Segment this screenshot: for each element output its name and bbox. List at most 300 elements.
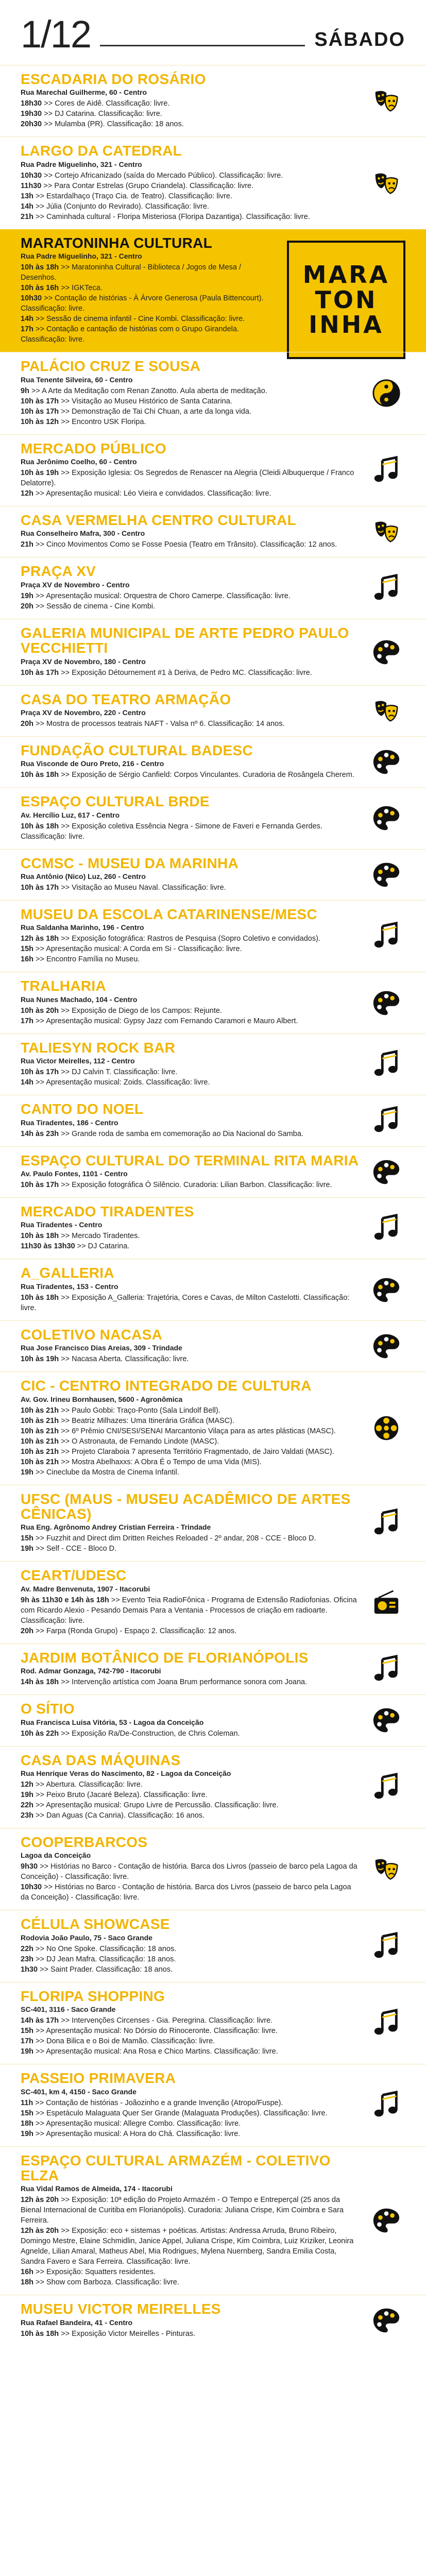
event-time: 12h às 18h [21, 935, 59, 943]
event-description: >> IGKTeca. [61, 284, 103, 293]
event-time: 12h [21, 489, 33, 498]
event-description: >> Histórias no Barco - Contação de história. Barca dos Livros (passeio de barco pela Lagoa da Conceição) - Classificação: livre. [21, 1883, 351, 1902]
palette-icon [371, 747, 401, 777]
event-item [21, 171, 359, 181]
event-item [21, 212, 359, 222]
event-description: >> Apresentação musical: Orquestra de Choro Camerpe. Classificação: livre. [36, 591, 291, 600]
venue-address: Rod. Admar Gonzaga, 742-790 - Itacorubi [21, 1667, 161, 1675]
venue-address: Rua Tiradentes, 186 - Centro [21, 1118, 118, 1127]
event-item [21, 417, 359, 427]
event-description: >> Mostra Abelhaxxs: A Obra É o Tempo de uma Vida (MIS). [61, 1458, 262, 1466]
venue-address: Av. Madre Benvenuta, 1907 - Itacorubi [21, 1584, 150, 1593]
event-description: >> Projeto Claraboia 7 apresenta Território Fragmentado, de Jairo Valdati (MASC). [61, 1447, 334, 1456]
page-header [0, 0, 426, 65]
music-note-icon [371, 921, 401, 951]
venue-10 [0, 787, 426, 849]
music-note-icon [371, 2008, 401, 2038]
venue-address: Rua Henrique Veras do Nascimento, 82 - Lagoa da Conceição [21, 1769, 231, 1777]
event-item [21, 2015, 359, 2026]
event-description: >> Intervenções Circenses - Gia. Peregrina. Classificação: livre. [61, 2016, 273, 2025]
venue-title: ESPAÇO CULTURAL BRDE [21, 793, 210, 810]
event-description: >> Exposição Iglesia: Os Segredos de Renascer na Alegria (Cleidi Albuquerque / Franco Delatorre). [21, 468, 354, 487]
event-description: >> Abertura. Classificação: livre. [36, 1780, 143, 1789]
music-note-icon [371, 1772, 401, 1802]
theater-masks-icon [371, 168, 401, 198]
event-description: >> Estardalhaço (Traço Cia. de Teatro). Classificação: livre. [36, 192, 233, 200]
venue-5 [0, 506, 426, 557]
event-time: 10h às 21h [21, 1458, 59, 1466]
event-time: 11h30 [21, 181, 42, 190]
event-item [21, 109, 359, 119]
event-time: 10h às 16h [21, 284, 59, 293]
event-item [21, 2098, 359, 2108]
event-description: >> Intervenção artística com Joana Brum performance sonora com Joana. [61, 1678, 308, 1687]
event-time: 10h às 22h [21, 1729, 59, 1738]
venue-title: PRAÇA XV [21, 563, 96, 580]
venue-title: O SÍTIO [21, 1701, 75, 1717]
event-item [21, 954, 359, 964]
logo-line: TON [315, 285, 378, 314]
venue-address: Rua Nunes Machado, 104 - Centro [21, 995, 138, 1004]
event-description: >> Apresentação musical: Allegre Combo. Classificação: livre. [36, 2119, 241, 2128]
event-description: >> Exposição: eco + sistemas + poéticas. Artistas: Andressa Arruda, Bruno Ribeiro, Domingo Mestre, Elaine Schmidlin, Janice Appel, Juliana Crispe, Kim Coimbra, Luiz Kriziker, Leonira Agnelde, Lilian Amaral, Matheus Abel, Mia Rodrigues, Mylena Nuernberg, Sandra Emilia Costa, Sandra Favero e Sara Ferreira. Classificação: livre. [21, 2227, 354, 2266]
venue-address: Rua Tiradentes, 153 - Centro [21, 1282, 118, 1291]
header-day: SÁBADO [314, 29, 405, 50]
event-time: 22h [21, 1801, 33, 1809]
event-description: >> Exposição Détournement #1 à Deriva, de Pedro MC. Classificação: livre. [61, 668, 312, 677]
venue-address: Av. Paulo Fontes, 1101 - Centro [21, 1170, 128, 1178]
event-item [21, 1436, 359, 1447]
event-time: 9h [21, 386, 29, 395]
event-item [21, 1426, 359, 1436]
music-note-icon [371, 1106, 401, 1136]
event-time: 10h às 20h [21, 1006, 59, 1015]
radio-icon [371, 1588, 401, 1618]
event-description: >> Apresentação musical: Léo Vieira e convidados. Classificação: livre. [36, 489, 271, 498]
event-time: 19h [21, 591, 33, 600]
event-item [21, 2036, 359, 2046]
event-time: 9h às 11h30 e 14h às 18h [21, 1596, 109, 1604]
event-item [21, 1467, 359, 1478]
venue-3 [0, 352, 426, 434]
event-time: 10h às 21h [21, 1427, 59, 1435]
event-description: >> Apresentação musical: Gypsy Jazz com Fernando Caramori e Mauro Albert. [36, 1016, 298, 1025]
theater-masks-icon [371, 517, 401, 547]
venue-17 [0, 1197, 426, 1259]
venue-title: CEART/UDESC [21, 1567, 127, 1584]
event-description: >> Exposição fotográfica Ó Silêncio. Curadoria: Lilian Barbon. Classificação: livre. [61, 1181, 332, 1190]
event-time: 10h às 21h [21, 1437, 59, 1446]
venue-title: PASSEIO PRIMAVERA [21, 2070, 176, 2087]
venue-16 [0, 1146, 426, 1197]
palette-icon [371, 988, 401, 1018]
event-description: >> Maratoninha Cultural - Biblioteca / Jogos de Mesa / Desenhos. [21, 263, 242, 282]
event-item [21, 406, 359, 417]
event-time: 14h [21, 315, 33, 324]
event-description: >> Apresentação musical: A Corda em Si - Classificação: livre. [36, 945, 242, 954]
venue-24 [0, 1694, 426, 1745]
venue-address: Rua Tenente Silveira, 60 - Centro [21, 375, 133, 384]
event-time: 10h às 17h [21, 668, 59, 677]
event-item [21, 2329, 359, 2339]
event-description: >> Apresentação musical: A Hora do Chá. Classificação: livre. [36, 2129, 241, 2138]
event-description: >> Apresentação musical: Grupo Livre de Percussão. Classificação: livre. [36, 1801, 279, 1809]
venue-title: ESCADARIA DO ROSÁRIO [21, 71, 206, 87]
event-time: 10h às 17h [21, 884, 59, 892]
event-item [21, 1077, 359, 1088]
music-note-icon [371, 455, 401, 485]
event-description: >> DJ Catarina. [77, 1242, 130, 1251]
event-item [21, 1447, 359, 1457]
event-description: >> Cores de Aidê. Classificação: livre. [44, 99, 170, 108]
event-item [21, 1626, 359, 1636]
venue-26 [0, 1828, 426, 1910]
event-time: 10h às 19h [21, 1355, 59, 1364]
event-item [21, 191, 359, 201]
event-description: >> Paulo Gobbi: Traço-Ponto (Sala Lindolf Bell). [61, 1406, 220, 1415]
venue-27 [0, 1910, 426, 1981]
maratoninha-logo [287, 241, 405, 359]
venue-address: Rua Padre Miguelinho, 321 - Centro [21, 252, 142, 261]
venue-18 [0, 1259, 426, 1320]
event-time: 12h [21, 1780, 33, 1789]
event-time: 10h às 21h [21, 1406, 59, 1415]
venue-title: ESPAÇO CULTURAL ARMAZÉM - COLETIVO ELZA [21, 2152, 331, 2183]
event-time: 10h às 18h [21, 1293, 59, 1302]
event-description: >> Self - CCE - Bloco D. [36, 1545, 117, 1553]
event-description: >> Grande roda de samba em comemoração ao Dia Nacional do Samba. [61, 1129, 303, 1138]
event-item [21, 1780, 359, 1790]
event-description: >> Beatriz Milhazes: Uma Itinerária Gráfica (MASC). [61, 1416, 235, 1425]
event-time: 14h às 23h [21, 1129, 59, 1138]
event-item [21, 1544, 359, 1554]
event-description: >> Demonstração de Tai Chi Chuan, a arte da longa vida. [61, 407, 251, 416]
event-description: >> Saint Prader. Classificação: 18 anos. [40, 1965, 173, 1974]
event-time: 11h [21, 2098, 33, 2107]
venue-20 [0, 1371, 426, 1484]
venue-7 [0, 619, 426, 685]
event-time: 20h [21, 602, 33, 611]
event-time: 10h às 18h [21, 263, 59, 272]
event-description: >> Exposição: 10ª edição do Projeto Armazém - O Tempo e Entreperçal (25 anos da Bienal Internacional de Curitiba em Florianópolis). Curadoria: Juliana Crispe, Kim Coimbra e Sara Ferreira. [21, 2196, 344, 2225]
venue-11 [0, 849, 426, 900]
venue-title: CASA DO TEATRO ARMAÇÃO [21, 691, 231, 707]
event-description: >> Sessão de cinema - Cine Kombi. [36, 602, 156, 611]
venue-22 [0, 1561, 426, 1643]
venue-title: CASA DAS MÁQUINAS [21, 1752, 181, 1768]
logo-line: MARA [302, 261, 390, 289]
event-description: >> Evento Teia RadioFônica - Programa de Extensão Radiofonias. Oficina com Ricardo Alexio - Pesando Demais Para a Ventania - Processos de criação em radioarte. Classificação: livre. [21, 1596, 357, 1625]
event-description: >> Cinco Movimentos Como se Fosse Poesia (Teatro em Trânsito). Classificação: 12 anos. [36, 540, 337, 549]
event-time: 18h [21, 2119, 33, 2128]
venue-8 [0, 685, 426, 736]
event-time: 10h30 [21, 294, 42, 303]
venue-31 [0, 2295, 426, 2346]
event-item [21, 2226, 359, 2267]
event-item [21, 719, 359, 729]
event-item [21, 2267, 359, 2277]
event-time: 10h às 18h [21, 771, 59, 779]
event-item [21, 119, 359, 129]
event-description: >> Cineclube da Mostra de Cinema Infantil. [36, 1468, 179, 1477]
event-item [21, 468, 359, 488]
event-description: >> No One Spoke. Classificação: 18 anos. [36, 1944, 177, 1953]
event-item [21, 386, 359, 396]
event-item [21, 1810, 359, 1821]
event-description: >> A Arte da Meditação com Renan Zanotto. Aula aberta de meditação. [31, 386, 267, 395]
palette-icon [371, 1157, 401, 1187]
venue-address: Rua Padre Miguelinho, 321 - Centro [21, 160, 142, 168]
venue-address: Rua Marechal Guilherme, 60 - Centro [21, 88, 147, 97]
event-item [21, 1595, 359, 1626]
event-item [21, 944, 359, 954]
event-item [21, 324, 277, 345]
event-description: >> Para Contar Estrelas (Grupo Criandela). Classificação: livre. [43, 181, 254, 190]
venue-address: SC-401, 3116 - Saco Grande [21, 2005, 116, 2014]
venue-title: UFSC (MAUS - MUSEU ACADÊMICO DE ARTES CÊNICAS) [21, 1490, 351, 1522]
theater-masks-icon [371, 86, 401, 116]
palette-icon [371, 1275, 401, 1305]
event-description: >> Exposição Victor Meirelles - Pinturas. [61, 2329, 196, 2338]
event-item [21, 1457, 359, 1467]
event-time: 10h às 17h [21, 1181, 59, 1190]
event-time: 18h [21, 2278, 33, 2287]
venue-address: Rua Eng. Agrônomo Andrey Cristian Ferreira - Trindade [21, 1523, 211, 1532]
event-time: 10h às 17h [21, 407, 59, 416]
event-description: >> Contação de histórias - À Árvore Generosa (Paula Bittencourt). Classificação: livre. [21, 294, 264, 313]
event-time: 23h [21, 1811, 33, 1820]
venue-25 [0, 1746, 426, 1828]
palette-icon [371, 1331, 401, 1361]
event-time: 10h às 18h [21, 822, 59, 831]
event-item [21, 770, 359, 780]
venue-12 [0, 900, 426, 972]
venue-2 [0, 229, 426, 352]
venue-21 [0, 1485, 426, 1562]
venue-title: COLETIVO NACASA [21, 1326, 163, 1343]
event-time: 23h [21, 1955, 33, 1963]
event-time: 22h [21, 1944, 33, 1953]
venue-title: MERCADO PÚBLICO [21, 440, 166, 456]
event-time: 1h30 [21, 1965, 38, 1974]
event-description: >> Mostra de processos teatrais NAFT - Valsa nº 6. Classificação: 14 anos. [36, 719, 285, 728]
event-time: 10h às 17h [21, 397, 59, 405]
venue-address: Praça XV de Novembro, 180 - Centro [21, 657, 146, 666]
venue-address: Rua Conselheiro Mafra, 300 - Centro [21, 529, 145, 538]
event-description: >> Apresentação musical: Ana Rosa e Chico Martins. Classificação: livre. [36, 2047, 278, 2056]
header-date: 1/12 [21, 13, 91, 56]
theater-masks-icon [371, 1854, 401, 1884]
event-item [21, 1129, 359, 1139]
event-item [21, 1964, 359, 1975]
venue-address: Rua Antônio (Nico) Luz, 260 - Centro [21, 872, 146, 881]
event-description: >> Exposição: Squatters residentes. [36, 2268, 156, 2277]
event-description: >> Júlia (Conjunto do Revirado). Classificação: livre. [36, 202, 209, 211]
event-description: >> DJ Catarina. Classificação: livre. [44, 110, 162, 118]
event-item [21, 1800, 359, 1810]
event-item [21, 2108, 359, 2119]
event-time: 15h [21, 2027, 33, 2036]
venue-title: CÉLULA SHOWCASE [21, 1916, 170, 1933]
event-item [21, 2026, 359, 2036]
event-time: 16h [21, 955, 33, 964]
event-item [21, 539, 359, 550]
logo-line: INHA [309, 310, 384, 338]
palette-icon [371, 1705, 401, 1735]
film-reel-icon [371, 1413, 401, 1443]
event-description: >> Exposição de Sérgio Canfield: Corpos Vinculantes. Curadoria de Rosângela Cherem. [61, 771, 354, 779]
venue-14 [0, 1033, 426, 1095]
event-description: >> Cortejo Africanizado (saída do Mercado Público). Classificação: livre. [44, 171, 283, 180]
event-description: >> Caminhada cultural - Floripa Misteriosa (Floripa Dazantiga). Classificação: livre. [36, 212, 310, 221]
event-time: 10h30 [21, 1883, 42, 1892]
event-item [21, 181, 359, 191]
event-time: 10h às 18h [21, 1232, 59, 1241]
venue-title: PALÁCIO CRUZ E SOUSA [21, 358, 201, 375]
venue-29 [0, 2064, 426, 2146]
venue-address: Rodovia João Paulo, 75 - Saco Grande [21, 1933, 152, 1942]
event-description: >> Contação e cantação de histórias com o Grupo Girandela. Classificação: livre. [21, 325, 239, 344]
event-time: 19h [21, 1790, 33, 1799]
event-item [21, 1016, 359, 1026]
event-time: 16h [21, 2268, 33, 2277]
event-description: >> Encontro USK Floripa. [61, 417, 146, 426]
event-time: 10h às 21h [21, 1416, 59, 1425]
venue-title: CANTO DO NOEL [21, 1101, 144, 1117]
event-item [21, 283, 277, 293]
music-note-icon [371, 1049, 401, 1079]
event-description: >> Dan Aguas (Ca Canria). Classificação: 16 anos. [36, 1811, 205, 1820]
event-time: 14h às 17h [21, 2016, 59, 2025]
venue-title: JARDIM BOTÂNICO DE FLORIANÓPOLIS [21, 1649, 309, 1666]
event-item [21, 1405, 359, 1416]
event-item [21, 1861, 359, 1882]
venue-address: SC-401, km 4, 4150 - Saco Grande [21, 2087, 137, 2096]
event-item [21, 1293, 359, 1313]
venue-address: Rua Victor Meirelles, 112 - Centro [21, 1057, 135, 1065]
event-item [21, 668, 359, 678]
event-description: >> Sessão de cinema infantil - Cine Kombi. Classificação: livre. [36, 315, 245, 324]
palette-icon [371, 2306, 401, 2335]
event-time: 19h [21, 2129, 33, 2138]
event-item [21, 1728, 359, 1739]
venue-6 [0, 557, 426, 618]
event-description: >> Dona Bilica e o Boi de Mamão. Classificação: livre. [36, 2037, 215, 2046]
music-note-icon [371, 1213, 401, 1243]
venue-list [0, 65, 426, 2346]
venue-title: LARGO DA CATEDRAL [21, 143, 182, 159]
event-time: 14h [21, 202, 33, 211]
music-note-icon [371, 573, 401, 603]
event-item [21, 591, 359, 601]
venue-address: Rua Vidal Ramos de Almeida, 174 - Itacorubi [21, 2184, 173, 2193]
event-time: 11h30 às 13h30 [21, 1242, 75, 1251]
event-description: >> Exposição coletiva Essência Negra - Simone de Faveri e Fernanda Gerdes. Classificação: livre. [21, 822, 322, 841]
event-time: 21h [21, 540, 33, 549]
event-time: 9h30 [21, 1862, 38, 1871]
event-item [21, 2046, 359, 2057]
event-description: >> 6º Prêmio CNI/SESI/SENAI Marcantonio Vilaça para as artes plásticas (MASC). [61, 1427, 336, 1435]
venue-address: Rua Jerônimo Coelho, 60 - Centro [21, 457, 137, 466]
venue-address: Rua Rafael Bandeira, 41 - Centro [21, 2318, 133, 2327]
event-item [21, 1006, 359, 1016]
event-description: >> Exposição Ra/De-Construction, de Chris Coleman. [61, 1729, 240, 1738]
event-item [21, 201, 359, 212]
venue-19 [0, 1320, 426, 1371]
event-time: 15h [21, 945, 33, 954]
venue-address: Av. Hercílio Luz, 617 - Centro [21, 810, 120, 819]
venue-4 [0, 434, 426, 506]
event-description: >> Apresentação musical: Zoids. Classificação: livre. [36, 1078, 210, 1087]
venue-title: MUSEU VICTOR MEIRELLES [21, 2301, 221, 2317]
palette-icon [371, 2206, 401, 2235]
event-description: >> DJ Jean Mafra. Classificação: 18 anos. [36, 1955, 176, 1963]
venue-address: Praça XV de Novembro - Centro [21, 580, 130, 589]
event-time: 10h às 21h [21, 1447, 59, 1456]
event-time: 15h [21, 1534, 33, 1543]
event-item [21, 1067, 359, 1077]
event-time: 19h [21, 1468, 33, 1477]
event-time: 20h [21, 719, 33, 728]
venue-13 [0, 972, 426, 1033]
music-note-icon [371, 1508, 401, 1538]
event-description: >> Visitação ao Museu Histórico de Santa Catarina. [61, 397, 232, 405]
event-description: >> Mercado Tiradentes. [61, 1232, 140, 1241]
venue-title: MUSEU DA ESCOLA CATARINENSE/MESC [21, 906, 317, 923]
event-time: 12h às 20h [21, 2227, 59, 2235]
venue-title: MARATONINHA CULTURAL [21, 234, 213, 251]
header-rule [100, 45, 305, 46]
event-item [21, 314, 277, 324]
event-item [21, 1231, 359, 1241]
event-description: >> Exposição fotográfica: Rastros de Pesquisa (Sopro Coletivo e convidados). [61, 935, 320, 943]
theater-masks-icon [371, 696, 401, 726]
event-description: >> Contação de histórias - Joãozinho e a grande Invenção (Atropo/Fuspe). [35, 2098, 283, 2107]
venue-title: COOPERBARCOS [21, 1834, 148, 1850]
event-item [21, 2119, 359, 2129]
event-time: 21h [21, 212, 33, 221]
venue-0 [0, 65, 426, 137]
event-time: 10h às 18h [21, 2329, 59, 2338]
event-item [21, 1354, 359, 1364]
event-item [21, 488, 359, 499]
venue-15 [0, 1095, 426, 1146]
venue-title: TRALHARIA [21, 978, 107, 994]
event-time: 10h30 [21, 171, 42, 180]
event-description: >> Espetáculo Malaguata Quer Ser Grande (Malaguata Produções). Classificação: livre. [36, 2109, 328, 2117]
music-note-icon [371, 1654, 401, 1684]
event-item [21, 1882, 359, 1903]
event-time: 20h30 [21, 120, 42, 129]
venue-address: Av. Gov. Irineu Bornhausen, 5600 - Agronômica [21, 1395, 183, 1403]
event-item [21, 1241, 359, 1251]
venue-address: Praça XV de Novembro, 220 - Centro [21, 708, 146, 717]
venue-23 [0, 1643, 426, 1694]
event-time: 12h às 20h [21, 2196, 59, 2205]
music-note-icon [371, 1931, 401, 1961]
venue-title: TALIESYN ROCK BAR [21, 1039, 176, 1056]
event-time: 17h [21, 2037, 33, 2046]
event-description: >> Apresentação musical: No Dórsio do Rinoceronte. Classificação: livre. [36, 2027, 278, 2036]
event-description: >> Visitação ao Museu Naval. Classificação: livre. [61, 884, 226, 892]
event-item [21, 1533, 359, 1544]
event-item [21, 98, 359, 109]
venue-address: Rua Francisca Luisa Vitória, 53 - Lagoa da Conceição [21, 1718, 204, 1726]
venue-address: Rua Tiradentes - Centro [21, 1221, 103, 1229]
event-description: >> Nacasa Aberta. Classificação: livre. [61, 1355, 189, 1364]
event-description: >> Farpa (Ronda Grupo) - Espaço 2. Classificação: 12 anos. [36, 1626, 237, 1635]
venue-address: Rua Jose Francisco Dias Areias, 309 - Trindade [21, 1344, 182, 1352]
